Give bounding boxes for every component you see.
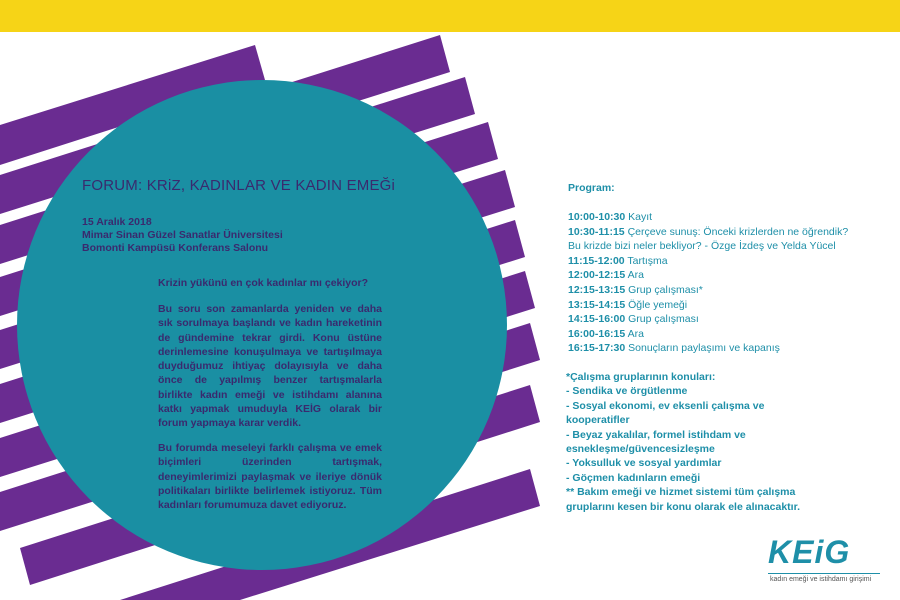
program-schedule [568,182,848,356]
topics-line: - Sendika ve örgütlenme [566,385,688,398]
topics-line: kooperatifler [566,414,630,427]
forum-question: Krizin yükünü en çok kadınlar mı çekiyor? [158,277,369,289]
logo-underline [768,573,880,574]
program-row: 14:15-16:00 Grup çalışması [568,313,699,326]
program-row: 11:15-12:00 Tartışma [568,254,668,267]
event-details [82,216,283,255]
intro-paragraph: Bu soru son zamanlarda yeniden ve daha sık sorulmaya başlandı ve kadın hareketinin de gündemine tekrar girdi. Konu üstüne derinlemesine konuşulmaya ve tartışılmaya duyduğumuz ihtiyaç dolayısıyla ve daha önce de yapılmış benzer tartışmalarla birlikte kadın emeği ve istihdamı alanına katkı yapmak umuduyla KEİG olarak bir forum yapmaya karar verdik. [158,303,382,430]
program-row: 13:15-14:15 Öğle yemeği [568,298,688,311]
event-date: 15 Aralık 2018 [82,216,152,228]
topics-line: gruplarını kesen bir konu olarak ele alınacaktır. [566,500,801,513]
program-row: 12:15-13:15 Grup çalışması* [568,283,703,296]
topics-line: - Göçmen kadınların emeği [566,471,701,484]
topics-line: esnekleşme/güvencesizleşme [566,443,715,456]
forum-title: FORUM: KRiZ, KADINLAR VE KADIN EMEĞi [82,177,396,194]
program-row: 10:00-10:30 Kayıt [568,211,653,223]
logo-tagline: kadın emeği ve istihdamı girişimi [770,576,872,583]
keig-logo [768,534,886,583]
program-row: 16:15-17:30 Sonuçların paylaşımı ve kapanış [568,342,780,355]
topics-line: - Sosyal ekonomi, ev eksenli çalışma ve [566,399,765,412]
program-title: Program: [568,182,615,194]
invite-paragraph: Bu forumda meseleyi farklı çalışma ve emek biçimleri üzerinden tartışmak, deneyimlerimizi paylaşmak ve ileriye dönük politikaları birlikte belirlemek istiyoruz. Tüm kadınları forumumuza davet ediyoruz. [158,442,382,512]
program-row: 10:30-11:15 Çerçeve sunuş: Önceki krizlerden ne öğrendik? [568,225,849,238]
venue-university: Mimar Sinan Güzel Sanatlar Üniversitesi [82,229,283,241]
program-row: 16:00-16:15 Ara [568,327,644,340]
program-row: Bu krizde bizi neler bekliyor? - Özge İzdeş ve Yelda Yücel [568,240,836,253]
logo-wordmark: KEiG [768,534,851,570]
working-group-topics [566,370,866,514]
topics-line: - Yoksulluk ve sosyal yardımlar [566,457,722,470]
topics-line: - Beyaz yakalılar, formel istihdam ve [566,428,746,441]
topics-line: ** Bakım emeği ve hizmet sistemi tüm çalışma [566,486,796,499]
topics-line: *Çalışma gruplarının konuları: [566,371,716,383]
program-row: 12:00-12:15 Ara [568,269,644,282]
venue-hall: Bomonti Kampüsü Konferans Salonu [82,242,269,254]
